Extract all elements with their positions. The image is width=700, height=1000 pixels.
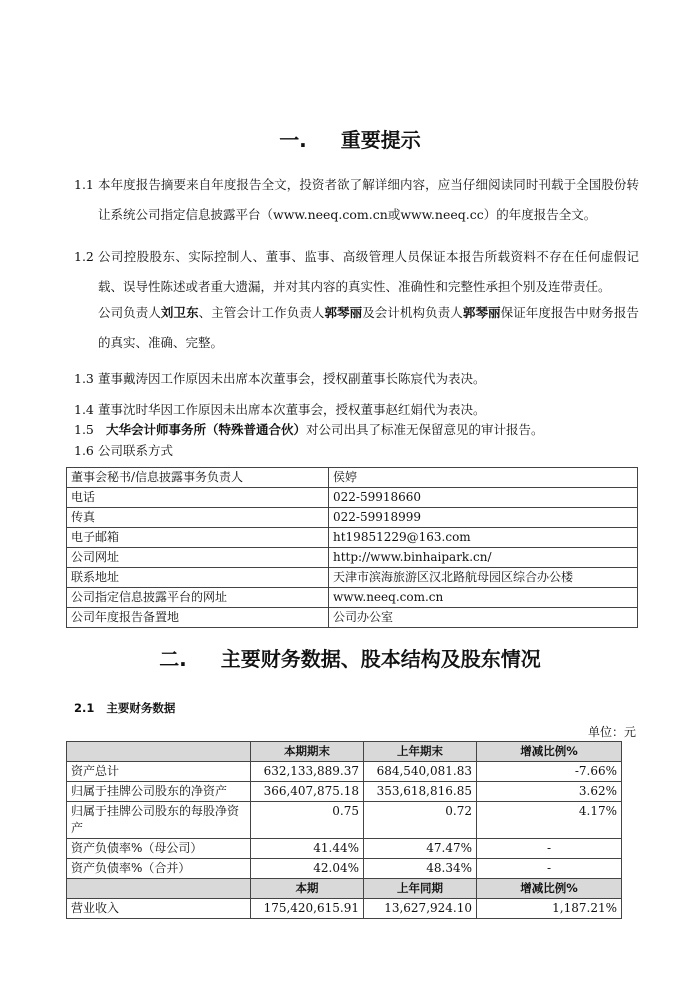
table-row: 传真 022-59918999 — [67, 508, 638, 528]
table-row: 联系地址 天津市滨海旅游区汉北路航母园区综合办公楼 — [67, 568, 638, 588]
table-row: 公司年度报告备置地 公司办公室 — [67, 608, 638, 628]
table-row: 董事会秘书/信息披露事务负责人 侯婷 — [67, 468, 638, 488]
table-row: 归属于挂牌公司股东的净资产 366,407,875.18 353,618,816.85 3.62% — [67, 782, 622, 802]
section-2-heading — [0, 643, 700, 672]
table-row: 资产总计 632,133,889.37 684,540,081.83 -7.66% — [67, 762, 622, 782]
item-1-2 — [74, 242, 639, 302]
item-text: 公司控股股东、实际控制人、董事、监事、高级管理人员保证本报告所载资料不存在任何虚假记载、误导性陈述或者重大遗漏，并对其内容的真实性、准确性和完整性承担个别及连带责任。 — [98, 249, 639, 294]
accounting-org-head-name: 郭琴丽 — [462, 305, 501, 320]
table-row: 资产负债率%（母公司） 41.44% 47.47% - — [67, 839, 622, 859]
table-row: 公司网址 http://www.binhaipark.cn/ — [67, 548, 638, 568]
item-1-6 — [74, 438, 639, 464]
section-2-title: 主要财务数据、股本结构及股东情况 — [220, 647, 541, 671]
item-text: 公司负责人刘卫东、主管会计工作负责人郭琴丽及会计机构负责人郭琴丽保证年度报告中财务报告的真实、准确、完整。 — [98, 305, 639, 350]
section-2-number: 二. — [159, 647, 187, 671]
item-text: 本年度报告摘要来自年度报告全文，投资者欲了解详细内容，应当仔细阅读同时刊载于全国股份转让系统公司指定信息披露平台（www.neeq.com.cn或www.neeq.cc）的年度报告全文。 — [98, 177, 639, 222]
section-1-number: 一. — [279, 128, 307, 152]
responsible-name: 刘卫东 — [160, 305, 199, 320]
item-number: 1.6 — [74, 443, 94, 458]
table-row: 电子邮箱 ht19851229@163.com — [67, 528, 638, 548]
item-number: 1.1 — [74, 177, 94, 192]
item-text: 董事沈时华因工作原因未出席本次董事会，授权董事赵红娟代为表决。 — [98, 402, 486, 417]
table-row: 营业收入 175,420,615.91 13,627,924.10 1,187.21% — [67, 899, 622, 919]
subsection-2-1: 2.1 主要财务数据 — [74, 701, 176, 715]
table-header-row: 本期期末 上年期末 增减比例% — [67, 742, 622, 762]
item-1-3 — [74, 364, 639, 394]
item-number: 1.3 — [74, 371, 94, 386]
table-header-row: 本期 上年同期 增减比例% — [67, 879, 622, 899]
item-number: 1.2 — [74, 249, 94, 264]
item-number: 1.5 — [74, 422, 94, 437]
table-row: 公司指定信息披露平台的网址 www.neeq.com.cn — [67, 588, 638, 608]
section-1-heading — [0, 124, 700, 153]
item-number: 1.4 — [74, 402, 94, 417]
financial-data-table — [66, 741, 622, 919]
table-row: 资产负债率%（合并） 42.04% 48.34% - — [67, 859, 622, 879]
table-row: 归属于挂牌公司股东的每股净资产 0.75 0.72 4.17% — [67, 802, 622, 839]
accounting-head-name: 郭琴丽 — [324, 305, 363, 320]
item-text: 公司联系方式 — [98, 443, 174, 458]
section-1-title: 重要提示 — [340, 128, 421, 152]
item-1-1 — [74, 170, 639, 230]
auditor-name: 大华会计师事务所（特殊普通合伙） — [106, 422, 307, 437]
item-text: 董事戴涛因工作原因未出席本次董事会，授权副董事长陈宸代为表决。 — [98, 371, 486, 386]
contact-table — [66, 467, 638, 628]
unit-label: 单位：元 — [587, 725, 636, 739]
item-text: 大华会计师事务所（特殊普通合伙）对公司出具了标准无保留意见的审计报告。 — [106, 422, 544, 437]
table-row: 电话 022-59918660 — [67, 488, 638, 508]
item-1-2-responsible — [74, 298, 639, 358]
